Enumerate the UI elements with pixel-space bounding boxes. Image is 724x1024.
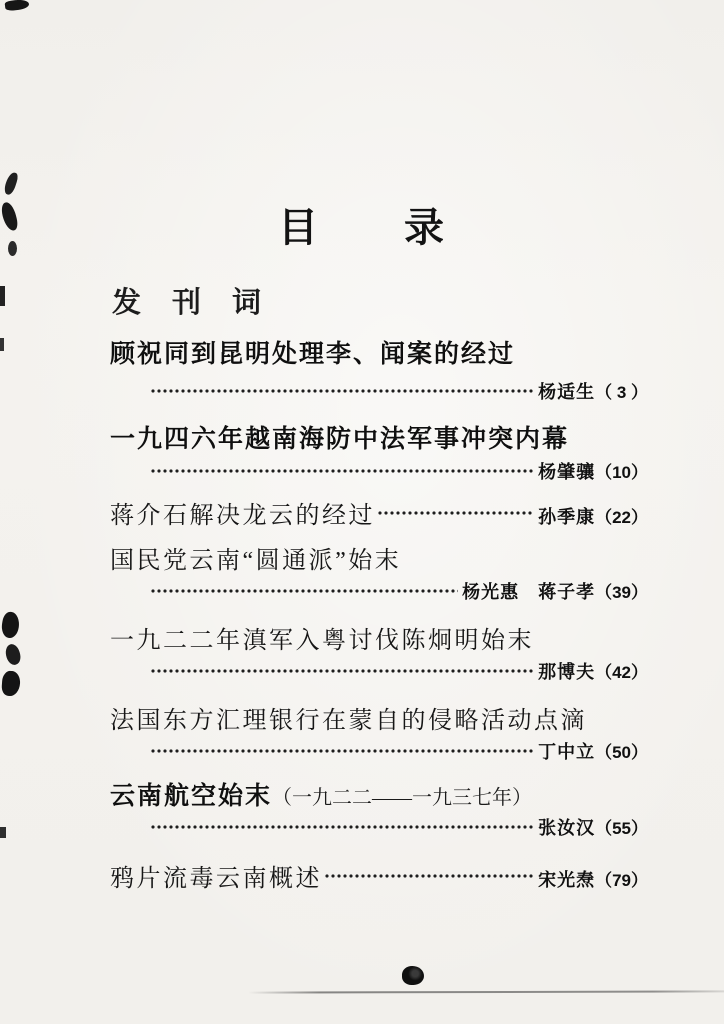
toc-entry-title [110,540,648,575]
toc-entry-ref [110,658,648,684]
toc-entry-ref [110,814,648,840]
dot-leader [150,583,458,599]
dot-leader [324,868,534,884]
scan-artifact [0,286,5,306]
ink-smudge [402,966,424,985]
entry-author: 杨适生 [538,382,596,402]
entry-page-number: （55） [595,819,648,838]
page-title: 目 录 [278,205,446,250]
entry-title-text: 国民党云南“圆通派”始末 [110,548,402,574]
entry-page-number: （10） [595,463,648,482]
entry-author: 那博夫 [538,662,596,682]
page-edge-line [248,990,724,993]
entry-title-text: 云南航空始末 [110,782,273,810]
dot-leader [150,663,534,679]
entry-title-suffix: （一九二二——一九三七年） [272,787,533,809]
entry-page-number: （39） [595,583,648,602]
dot-leader [150,463,534,479]
dot-leader [150,383,534,399]
entry-author: 杨肇骧 [538,462,596,482]
entry-author: 孙季康 [538,507,596,527]
entry-title-text: 一九四六年越南海防中法军事冲突内幕 [110,425,570,453]
entry-page-number: （22） [595,508,648,527]
scan-artifact [3,171,20,196]
scan-artifact [4,0,29,11]
toc-entry-title [110,776,648,812]
entry-author: 丁中立 [538,742,596,762]
toc-entry-ref [110,578,648,604]
scan-artifact [0,611,21,639]
entry-page-number: （42） [595,663,648,682]
entry-title-text: 蒋介石解决龙云的经过 [110,503,375,529]
toc-entry-title [110,419,648,455]
entry-title-text: 鸦片流毒云南概述 [110,866,322,892]
toc-entry-title [110,334,648,370]
entry-page-number: （50） [595,743,648,762]
toc-entry-ref [110,378,648,404]
scan-artifact [3,642,23,666]
entry-title-text: 顾祝同到昆明处理李、闻案的经过 [110,340,516,368]
entry-title-text: 法国东方汇理银行在蒙自的侵略活动点滴 [110,708,587,734]
entry-author: 杨光惠 蒋子孝 [462,582,596,602]
entry-author: 宋光焘 [538,870,596,890]
entry-author: 张汝汉 [538,818,596,838]
scan-artifact [0,338,4,351]
dot-leader [150,819,534,835]
entry-title-text: 一九二二年滇军入粤讨伐陈炯明始末 [110,628,534,654]
toc-entry-inline [110,858,648,893]
toc-entry-title [110,620,648,655]
toc-entry-ref [110,458,648,484]
toc-entry-title [110,700,648,735]
dot-leader [377,505,534,521]
toc-entry-inline [110,495,648,530]
entry-page-number: （79） [595,871,648,890]
entry-page-number: （ 3 ） [595,383,648,402]
scan-artifact [0,827,6,838]
foreword-entry: 发 刊 词 [112,287,263,319]
toc-entry-ref [110,738,648,764]
scan-artifact [1,670,21,696]
dot-leader [150,743,534,759]
